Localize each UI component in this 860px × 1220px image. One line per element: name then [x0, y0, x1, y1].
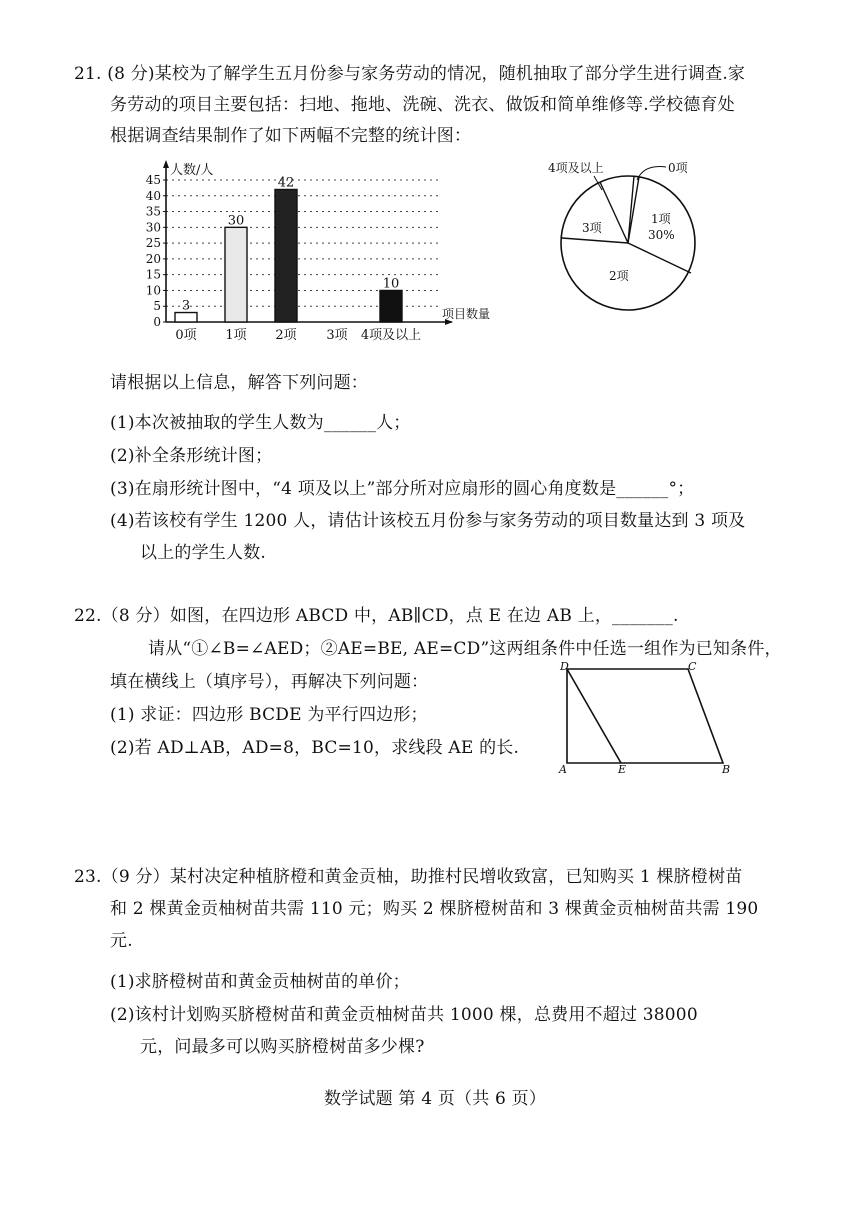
bar-data-label: 30 — [227, 213, 245, 229]
q21-sub2: (2)补全条形统计图； — [110, 446, 273, 466]
x-category-label: 3项 — [326, 328, 348, 343]
pie-label-four: 4项及以上 — [548, 161, 604, 175]
q21-sub4a: (4)若该校有学生 1200 人，请估计该校五月份参与家务劳动的项目数量达到 3 项及 — [110, 511, 746, 531]
bar — [175, 313, 197, 322]
q23-sub2b: 元，问最多可以购买脐橙树苗多少棵? — [140, 1037, 425, 1057]
y-axis-arrow — [163, 160, 169, 168]
y-tick-label: 45 — [145, 173, 161, 187]
q22-sub2: (2)若 AD⊥AB，AD=8，BC=10，求线段 AE 的长. — [110, 738, 520, 758]
pie-label-two: 2项 — [609, 269, 629, 283]
pie-label-three: 3项 — [582, 221, 602, 235]
q22-sub1: (1) 求证：四边形 BCDE 为平行四边形； — [110, 705, 428, 725]
y-tick-label: 40 — [145, 188, 161, 203]
y-tick-label: 20 — [145, 251, 161, 266]
q21-line3: 根据调查结果制作了如下两幅不完整的统计图： — [110, 126, 472, 146]
q23-sub1: (1)求脐橙树苗和黄金贡柚树苗的单价； — [110, 972, 410, 992]
label-d: D — [560, 660, 569, 673]
y-axis-label: 人数/人 — [170, 163, 214, 178]
q21-sub4b: 以上的学生人数. — [140, 543, 267, 563]
q21-sub1: (1)本次被抽取的学生人数为______人； — [110, 413, 411, 433]
pie-label-one-pct: 30% — [648, 228, 675, 242]
bar-data-label: 10 — [382, 276, 400, 292]
q21-prompt: 请根据以上信息，解答下列问题： — [110, 373, 368, 393]
q22-line3: 填在横线上（填序号），再解决下列问题： — [110, 672, 429, 692]
q21-line2: 务劳动的项目主要包括：扫地、拖地、洗碗、洗衣、做饭和简单维修等.学校德育处 — [110, 95, 735, 115]
x-category-label: 0项 — [175, 328, 197, 343]
q23-line3: 元. — [110, 931, 133, 951]
q23-line1: 23.（9 分）某村决定种植脐橙和黄金贡柚，助推村民增收致富，已知购买 1 棵脐橙树苗 — [74, 867, 743, 887]
y-tick-label: 25 — [145, 236, 161, 251]
x-category-label: 1项 — [225, 328, 247, 343]
bar-data-label: 3 — [181, 298, 191, 314]
label-b: B — [722, 763, 731, 776]
y-tick-label: 30 — [145, 220, 161, 235]
y-tick-label: 10 — [145, 283, 161, 298]
y-tick-label: 0 — [153, 315, 161, 329]
y-tick-label: 5 — [153, 299, 161, 314]
pie-label-zero: 0项 — [668, 161, 688, 175]
bar — [225, 227, 247, 322]
bar — [275, 189, 297, 322]
q23-sub2a: (2)该村计划购买脐橙树苗和黄金贡柚树苗共 1000 棵，总费用不超过 38000 — [110, 1005, 698, 1025]
q22-line1: 22.（8 分）如图，在四边形 ABCD 中，AB∥CD，点 E 在边 AB 上，_______. — [74, 606, 679, 626]
q21-line1: 21. (8 分)某校为了解学生五月份参与家务劳动的情况，随机抽取了部分学生进行调查.家 — [74, 64, 746, 84]
label-a: A — [559, 763, 567, 776]
q22-line2: 请从“①∠B=∠AED；②AE=BE, AE=CD”这两组条件中任选一组作为已知条件， — [148, 639, 782, 659]
page-footer: 数学试题 第 4 页（共 6 页） — [324, 1089, 547, 1109]
y-tick-label: 15 — [145, 267, 161, 282]
geometry-figure — [555, 660, 731, 780]
x-axis-label: 项目数量 — [442, 307, 491, 321]
x-category-label: 4项及以上 — [360, 328, 422, 343]
q21-sub3: (3)在扇形统计图中，“4 项及以上”部分所对应扇形的圆心角度数是______°； — [110, 479, 695, 499]
pie-label-one: 1项 — [651, 212, 671, 226]
label-e: E — [618, 763, 627, 776]
q23-line2: 和 2 棵黄金贡柚树苗共需 110 元；购买 2 棵脐橙树苗和 3 棵黄金贡柚树苗共需 190 — [110, 899, 759, 919]
x-category-label: 2项 — [275, 328, 297, 343]
label-c: C — [688, 660, 697, 673]
y-tick-label: 35 — [145, 204, 161, 219]
quadrilateral-abcd — [567, 669, 723, 763]
bar-chart — [140, 150, 491, 350]
bar-data-label: 42 — [277, 175, 295, 191]
pie-chart — [540, 150, 740, 330]
bar — [380, 290, 402, 322]
segment-de — [567, 669, 621, 763]
